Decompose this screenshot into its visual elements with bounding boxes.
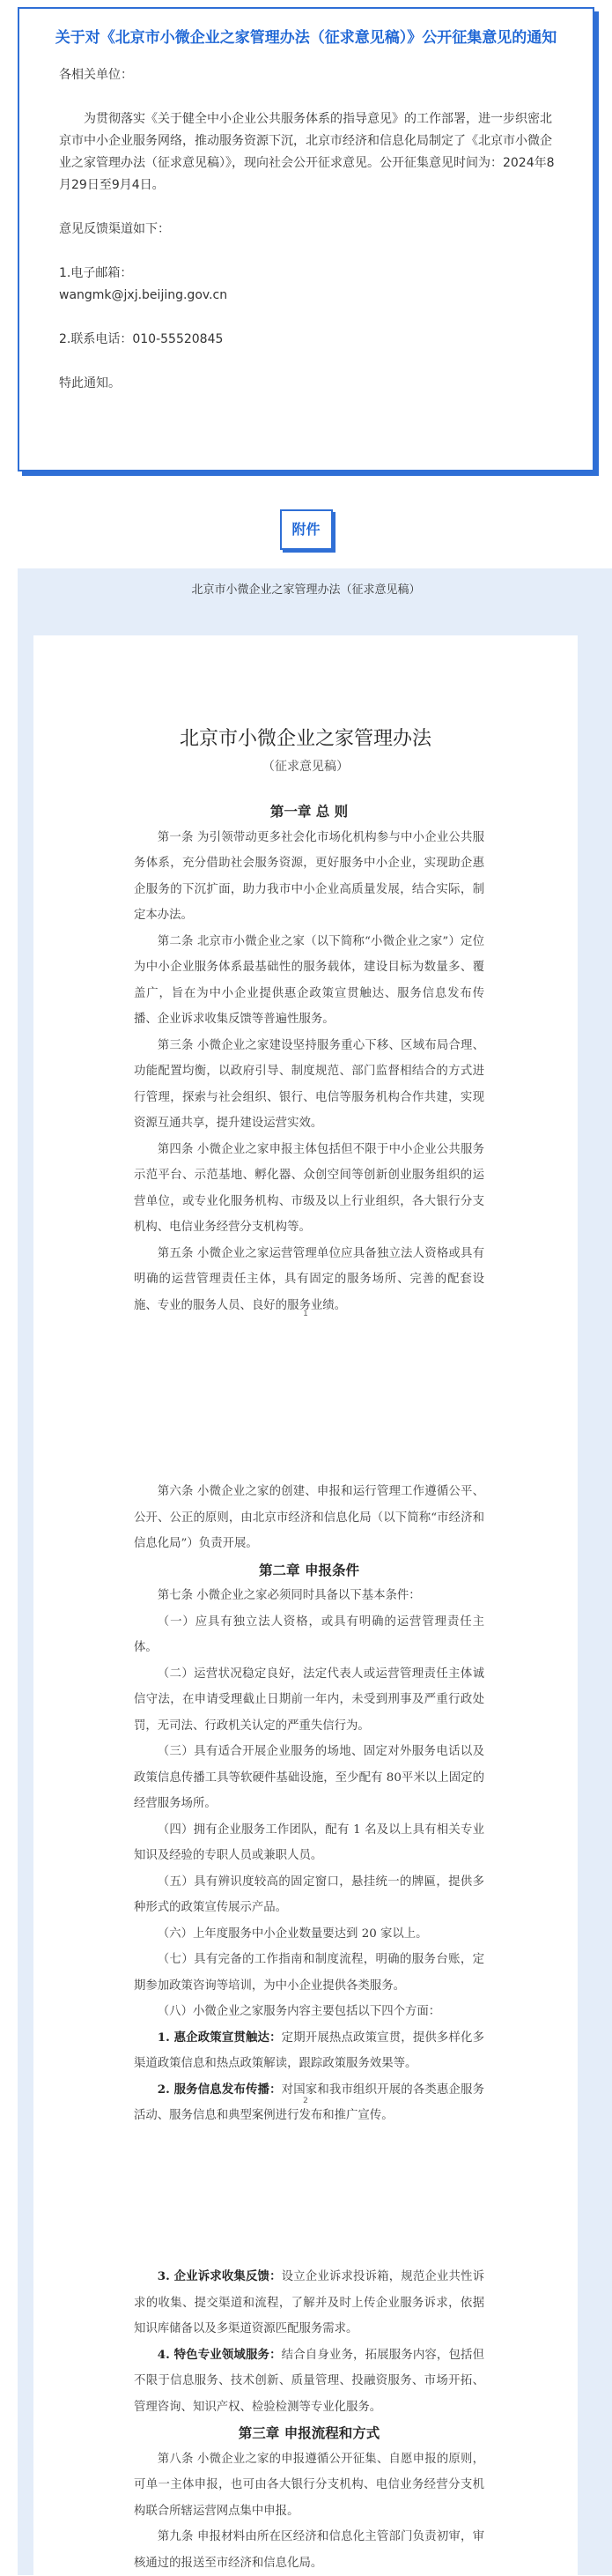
feedback-intro: 意见反馈渠道如下：	[59, 222, 170, 236]
service-label: 3. 企业诉求收集反馈：	[157, 2269, 282, 2283]
condition-4: （四）拥有企业服务工作团队，配有 1 名及以上具有相关专业知识及经验的专职人员或兼职人员。	[134, 1823, 484, 1862]
notice-title: 关于对《北京市小微企业之家管理办法（征求意见稿）》公开征集意见的通知	[55, 29, 557, 47]
service-label: 1. 惠企政策宣贯触达：	[157, 2030, 282, 2045]
condition-5: （五）具有辨识度较高的固定窗口，悬挂统一的牌匾，提供多种形式的政策宣传展示产品。	[134, 1874, 484, 1914]
condition-1: （一）应具有独立法人资格，或具有明确的运营管理责任主体。	[134, 1615, 484, 1654]
email-label: 1.电子邮箱：	[59, 266, 133, 280]
article-1: 第一条 为引领带动更多社会化市场化机构参与中小企业公共服务体系，充分借助社会服务资源，更好服务中小企业，实现助企惠企服务的下沉扩面，助力我市中小企业高质量发展，结合实际，制定本办法。	[134, 830, 484, 922]
attachment-panel	[18, 568, 612, 2575]
service-text: 结合自身业务，拓展服务内容，包括但不限于信息服务、技术创新、质量管理、投融资服务、市场开拓、管理咨询、知识产权、检验检测等专业化服务。	[134, 2348, 485, 2414]
condition-8: （八）小微企业之家服务内容主要包括以下四个方面：	[157, 2005, 441, 2018]
attachment-tag-wrap	[0, 509, 612, 550]
attachment-header: 北京市小微企业之家管理办法（征求意见稿）	[191, 583, 421, 597]
email-address[interactable]: wangmk@jxj.beijing.gov.cn	[59, 288, 228, 302]
document-subtitle: （征求意见稿）	[262, 760, 349, 774]
doc-section-page2	[134, 1479, 484, 2129]
article-6: 第六条 小微企业之家的创建、申报和运行管理工作遵循公平、公开、公正的原则，由北京市经济和信息化局（以下简称“市经济和信息化局”）负责开展。	[134, 1485, 484, 1550]
article-7: 第七条 小微企业之家必须同时具备以下基本条件：	[157, 1589, 421, 1602]
article-8: 第八条 小微企业之家的申报遵循公开征集、自愿申报的原则，可单一主体申报，也可由各大银行分支机构、电信业务经营分支机构联合所辖运营网点集中申报。	[134, 2452, 484, 2518]
document-title: 北京市小微企业之家管理办法	[179, 728, 431, 750]
service-item-4	[134, 2342, 484, 2421]
notice-card	[18, 7, 594, 471]
condition-6: （六）上年度服务中小企业数量要达到 20 家以上。	[157, 1926, 428, 1941]
chapter-heading: 第三章 申报流程和方式	[238, 2424, 380, 2441]
service-text: 对国家和我市组织开展的各类惠企服务活动、服务信息和典型案例进行发布和推广宣传。	[134, 2082, 485, 2122]
service-label: 2. 服务信息发布传播：	[157, 2082, 282, 2097]
service-text: 定期开展热点政策宣贯，提供多样化多渠道政策信息和热点政策解读，跟踪政策服务效果等。	[134, 2030, 485, 2070]
chapter-heading: 第二章 申报条件	[259, 1561, 359, 1578]
article-4: 第四条 小微企业之家申报主体包括但不限于中小企业公共服务示范平台、示范基地、孵化器、众创空间等创新创业服务组织的运营单位，或专业化服务机构、市级及以上行业组织，各大银行分支机构、电信业务经营分支机构等。	[134, 1142, 484, 1234]
notice-paragraph: 为贯彻落实《关于健全中小企业公共服务体系的指导意见》的工作部署，进一步织密北京市中小企业服务网络，推动服务资源下沉，北京市经济和信息化局制定了《北京市小微企业之家管理办法（征求意见稿）》，现向社会公开征求意见。公开征集意见时间为：2024年8月29日至9月4日。	[59, 112, 555, 192]
article-9: 第九条 申报材料由所在区经济和信息化主管部门负责初审，审核通过的报送至市经济和信息化局。	[134, 2530, 484, 2570]
page-number: 1	[303, 1310, 308, 1318]
phone-line: 2.联系电话：010-55520845	[59, 332, 224, 346]
service-item-3	[134, 2264, 484, 2342]
article-2: 第二条 北京市小微企业之家（以下简称“小微企业之家”）定位为中小企业服务体系最基础性的服务载体，建设目标为数量多、覆盖广，旨在为中小企业提供惠企政策宣贯触达、服务信息发布传播、企业诉求收集反馈等普遍性服务。	[134, 934, 484, 1026]
page-number: 2	[303, 2097, 308, 2105]
document-page	[33, 635, 578, 2575]
service-label: 4. 特色专业领域服务：	[157, 2347, 282, 2362]
condition-3: （三）具有适合开展企业服务的场地、固定对外服务电话以及政策信息传播工具等软硬件基础设施，至少配有 80平米以上固定的经营服务场所。	[134, 1745, 484, 1810]
notice-body	[19, 52, 593, 395]
service-item-1	[134, 2025, 484, 2077]
attachment-tag[interactable]: 附件	[280, 509, 333, 550]
condition-2: （二）运营状况稳定良好，法定代表人或运营管理责任主体诚信守法，在申请受理截止日期前一年内，未受到刑事及严重行政处罚，无司法、行政机关认定的严重失信行为。	[134, 1667, 484, 1733]
doc-section-page3	[134, 2264, 484, 2576]
condition-7: （七）具有完备的工作指南和制度流程，明确的服务台账，定期参加政策咨询等培训，为中小企业提供各类服务。	[134, 1953, 484, 1993]
article-3: 第三条 小微企业之家建设坚持服务重心下移、区域布局合理、功能配置均衡，以政府引导、制度规范、部门监督相结合的方式进行管理，探索与社会组织、银行、电信等服务机构合作共建，实现资源互通共享，提升建设运营实效。	[134, 1038, 484, 1130]
service-text: 设立企业诉求投诉箱，规范企业共性诉求的收集、提交渠道和流程，了解并及时上传企业服务诉求，依据知识库储备以及多渠道资源匹配服务需求。	[134, 2270, 485, 2335]
closing-line: 特此通知。	[59, 376, 121, 390]
doc-section-page1	[134, 798, 484, 1318]
salutation: 各相关单位：	[59, 68, 133, 82]
article-5: 第五条 小微企业之家运营管理单位应具备独立法人资格或具有明确的运营管理责任主体，具有固定的服务场所、完善的配套设施、专业的服务人员、良好的服务业绩。	[134, 1246, 484, 1312]
chapter-heading: 第一章 总 则	[269, 803, 349, 820]
